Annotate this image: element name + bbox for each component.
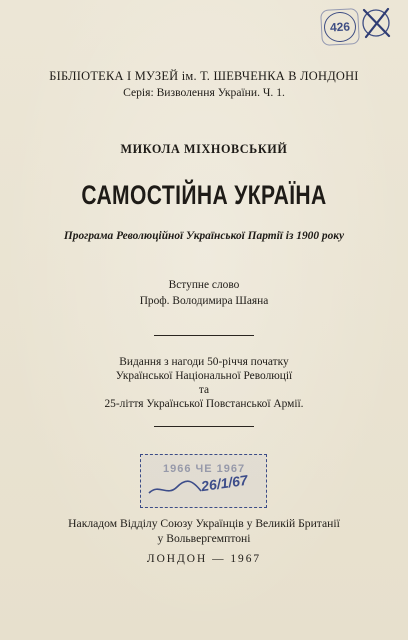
intro-line-2: Проф. Володимира Шаяна <box>139 295 269 307</box>
inventory-number-stamp <box>323 11 357 43</box>
author-name: МИКОЛА МІХНОВСЬКИЙ <box>120 142 288 156</box>
publisher-info <box>0 516 408 546</box>
bleed-through-text <box>150 6 270 28</box>
occasion-line-3: та <box>198 384 210 396</box>
inventory-number: 426 <box>329 19 351 35</box>
occasion-line-1: Видання з нагоди 50-річчя початку <box>119 356 289 368</box>
library-stamp <box>140 454 267 508</box>
divider-rule <box>154 335 254 336</box>
x-mark-icon <box>358 6 394 40</box>
publisher-line-2: у Вольвергемптоні <box>157 532 251 545</box>
occasion-text <box>0 355 408 411</box>
book-subtitle: Програма Революційної Української Партії із 1900 року <box>63 230 345 242</box>
series-line: Серія: Визволення України. Ч. 1. <box>123 86 285 99</box>
book-title: САМОСТІЙНА УКРАЇНА <box>81 180 327 210</box>
library-stamp-handwriting: 26/1/67 <box>200 471 249 495</box>
divider-rule <box>154 426 254 427</box>
intro-line-1: Вступне слово <box>168 279 240 291</box>
occasion-line-2: Української Національної Революції <box>115 370 293 382</box>
intro-credit <box>0 277 408 309</box>
publisher-line-1: Накладом Відділу Союзу Українців у Великій Британії <box>68 517 340 530</box>
occasion-line-4: 25-ліття Української Повстанської Армії. <box>104 398 304 410</box>
city-year: ЛОНДОН — 1967 <box>146 553 262 565</box>
library-name: БІБЛІОТЕКА І МУЗЕЙ ім. Т. ШЕВЧЕНКА В ЛОНДОНІ <box>49 69 359 83</box>
library-stamp-date: 1966 ЧЕ 1967 <box>163 463 246 475</box>
